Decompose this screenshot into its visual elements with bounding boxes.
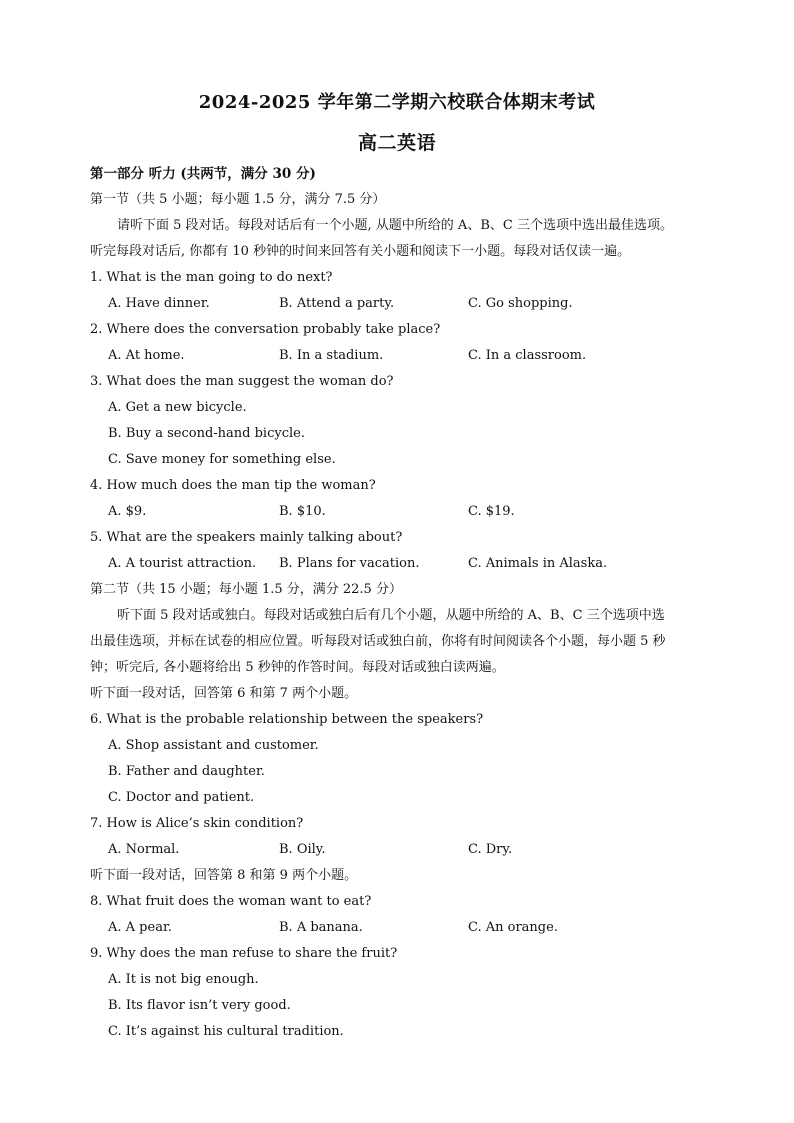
question-7: 7. How is Alice’s skin condition? [90,816,304,831]
q7-option-a: A. Normal. [108,842,180,857]
exam-title: 2024-2025 学年第二学期六校联合体期末考试 [198,92,596,113]
section2-instruction-1: 听下面 5 段对话或独白。每段对话或独白后有几个小题，从题中所给的 A、B、C 三个选项中选 [117,608,665,623]
q9-option-c: C. It’s against his cultural tradition. [108,1024,344,1039]
section1-instruction-2: 听完每段对话后, 你都有 10 秒钟的时间来回答有关小题和阅读下一小题。每段对话仅读一遍。 [90,244,631,259]
dialogue-note-8-9: 听下面一段对话，回答第 8 和第 9 两个小题。 [90,868,358,883]
question-9: 9. Why does the man refuse to share the fruit? [90,946,398,961]
section2-instruction-3: 钟；听完后, 各小题将给出 5 秒钟的作答时间。每段对话或独白读两遍。 [90,660,505,675]
q3-option-c: C. Save money for something else. [108,452,336,467]
question-5: 5. What are the speakers mainly talking about? [90,530,403,545]
section1-heading: 第一节（共 5 小题；每小题 1.5 分，满分 7.5 分） [90,192,386,207]
question-3: 3. What does the man suggest the woman do? [90,374,394,389]
q5-option-c: C. Animals in Alaska. [468,556,608,571]
question-8: 8. What fruit does the woman want to eat? [90,894,372,909]
q9-option-b: B. Its flavor isn’t very good. [108,998,291,1013]
q1-option-a: A. Have dinner. [108,296,210,311]
q7-option-c: C. Dry. [468,842,513,857]
question-6: 6. What is the probable relationship between the speakers? [90,712,484,727]
q6-option-c: C. Doctor and patient. [108,790,255,805]
q6-option-b: B. Father and daughter. [108,764,265,779]
q2-option-b: B. In a stadium. [279,348,384,363]
section1-instruction-1: 请听下面 5 段对话。每段对话后有一个小题, 从题中所给的 A、B、C 三个选项中选出最佳选项。 [117,218,673,233]
q5-option-a: A. A tourist attraction. [108,556,257,571]
q2-option-c: C. In a classroom. [468,348,587,363]
question-1: 1. What is the man going to do next? [90,270,333,285]
q2-option-a: A. At home. [108,348,185,363]
section2-instruction-2: 出最佳选项，并标在试卷的相应位置。听每段对话或独白前，你将有时间阅读各个小题，每小题 5 秒 [90,634,666,649]
dialogue-note-6-7: 听下面一段对话，回答第 6 和第 7 两个小题。 [90,686,358,701]
q6-option-a: A. Shop assistant and customer. [108,738,319,753]
question-2: 2. Where does the conversation probably take place? [90,322,441,337]
q8-option-c: C. An orange. [468,920,558,935]
q7-option-b: B. Oily. [279,842,326,857]
q3-option-a: A. Get a new bicycle. [108,400,247,415]
q1-option-b: B. Attend a party. [279,296,395,311]
q1-option-c: C. Go shopping. [468,296,573,311]
section2-heading: 第二节（共 15 小题；每小题 1.5 分，满分 22.5 分） [90,582,402,597]
question-4: 4. How much does the man tip the woman? [90,478,376,493]
q4-option-c: C. $19. [468,504,515,519]
subject-title: 高二英语 [357,132,436,154]
q5-option-b: B. Plans for vacation. [279,556,420,571]
q3-option-b: B. Buy a second-hand bicycle. [108,426,305,441]
q8-option-a: A. A pear. [108,920,172,935]
q4-option-a: A. $9. [108,504,147,519]
part1-heading: 第一部分 听力 (共两节，满分 30 分) [90,166,316,182]
q8-option-b: B. A banana. [279,920,363,935]
q9-option-a: A. It is not big enough. [108,972,259,987]
q4-option-b: B. $10. [279,504,326,519]
